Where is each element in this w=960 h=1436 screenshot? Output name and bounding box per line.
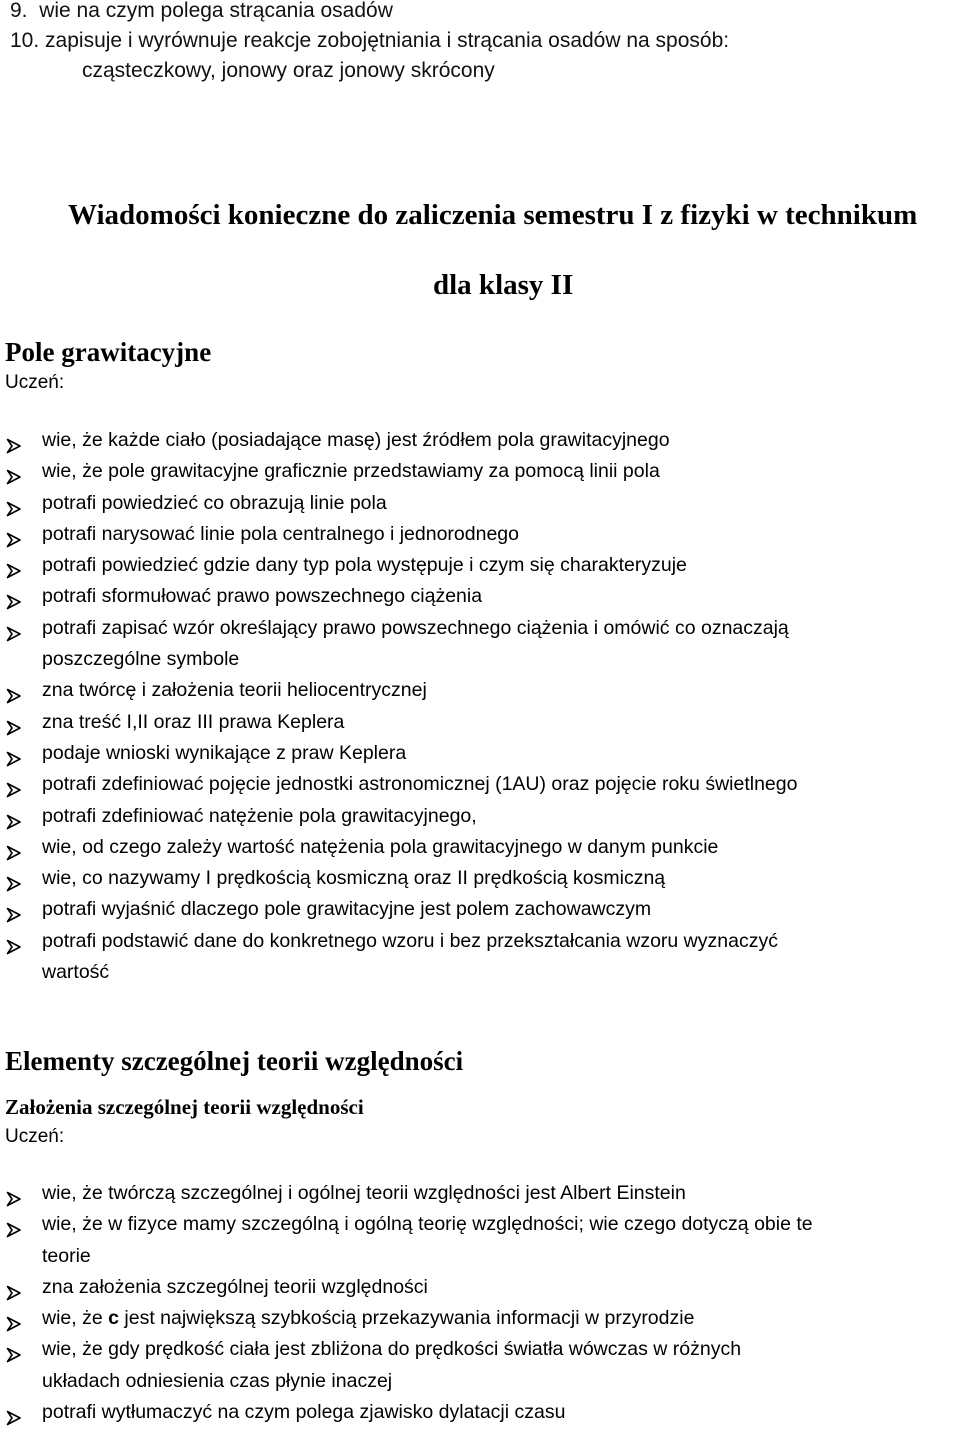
list-item-text — [42, 1303, 960, 1334]
list-item — [0, 738, 960, 769]
arrow-bullet-icon — [6, 1186, 22, 1202]
list-text: wie na czym polega strącania osadów — [39, 0, 393, 22]
section-heading-gravity: Pole grawitacyjne — [5, 337, 212, 367]
arrow-bullet-icon — [6, 1217, 22, 1233]
arrow-bullet-icon — [6, 621, 22, 637]
arrow-bullet-icon — [6, 1280, 22, 1296]
arrow-bullet-icon — [6, 902, 22, 918]
list-item-text: potrafi sformułować prawo powszechnego ciążenia — [42, 585, 483, 608]
list-item-text: wie, że w fizyce mamy szczególną i ogólną teorię względności; wie czego dotyczą obie te — [42, 1213, 813, 1236]
list-item-text: wie, że pole grawitacyjne graficznie przedstawiamy za pomocą linii pola — [42, 460, 660, 483]
arrow-bullet-icon — [6, 433, 22, 449]
top-list-item-10-continued — [82, 56, 495, 86]
list-item — [0, 1303, 960, 1334]
list-item-text: podaje wnioski wynikające z praw Keplera — [42, 741, 407, 764]
list-item — [0, 519, 960, 550]
arrow-bullet-icon — [6, 777, 22, 793]
list-item-text: wartość — [42, 961, 110, 984]
list-item — [0, 863, 960, 894]
student-label: Uczeń: — [5, 372, 65, 393]
list-item — [0, 707, 960, 738]
list-item-text: potrafi zdefiniować natężenie pola grawitacyjnego, — [42, 804, 477, 827]
list-item-text: układach odniesienia czas płynie inaczej — [42, 1369, 393, 1392]
list-item — [0, 1334, 960, 1397]
list-item-text: potrafi powiedzieć gdzie dany typ pola występuje i czym się charakteryzuje — [42, 554, 687, 577]
document-title: Wiadomości konieczne do zaliczenia semestru I z fizyki w technikum — [68, 199, 918, 231]
arrow-bullet-icon — [6, 589, 22, 605]
list-item-text: wie, że każde ciało (posiadające masę) jest źródłem pola grawitacyjnego — [42, 429, 670, 451]
list-item-text: wie, od czego zależy wartość natężenia pola grawitacyjnego w danym punkcie — [42, 835, 719, 858]
list-item — [0, 675, 960, 706]
arrow-bullet-icon — [6, 496, 22, 512]
arrow-bullet-icon — [6, 934, 22, 950]
list-text: zapisuje i wyrównuje reakcje zobojętniania i strącania osadów na sposób: — [45, 29, 730, 52]
arrow-bullet-icon — [6, 683, 22, 699]
list-item-text: potrafi zapisać wzór określający prawo powszechnego ciążenia i omówić co oznaczają — [42, 616, 789, 639]
document-subtitle: dla klasy II — [433, 269, 574, 301]
student-label: Uczeń: — [5, 1126, 65, 1147]
list-item-text: zna twórcę i założenia teorii heliocentrycznej — [42, 679, 427, 702]
arrow-bullet-icon — [6, 715, 22, 731]
list-item — [0, 769, 960, 800]
arrow-bullet-icon — [6, 840, 22, 856]
list-item — [0, 1397, 960, 1428]
list-item — [0, 1178, 960, 1209]
list-number: 9. — [10, 0, 28, 22]
arrow-bullet-icon — [6, 1405, 22, 1421]
subsection-heading-relativity-assumptions: Założenia szczególnej teorii względności — [5, 1095, 364, 1119]
list-item — [0, 1272, 960, 1303]
list-text: cząsteczkowy, jonowy oraz jonowy skrócony — [82, 59, 495, 82]
arrow-bullet-icon — [6, 464, 22, 480]
list-item — [0, 894, 960, 925]
list-item-text: potrafi wytłumaczyć na czym polega zjawisko dylatacji czasu — [42, 1401, 566, 1424]
arrow-bullet-icon — [6, 871, 22, 887]
top-list-item-10 — [10, 26, 729, 56]
list-item-text: zna treść I,II oraz III prawa Keplera — [42, 710, 345, 733]
arrow-bullet-icon — [6, 809, 22, 825]
gravity-requirements-list — [0, 425, 960, 988]
list-item-text: potrafi zdefiniować pojęcie jednostki astronomicznej (1AU) oraz pojęcie roku świetlnego — [42, 773, 798, 796]
relativity-requirements-list — [0, 1178, 960, 1428]
list-item — [0, 926, 960, 989]
list-item — [0, 425, 960, 456]
list-item-text: potrafi podstawić dane do konkretnego wzoru i bez przekształcania wzoru wyznaczyć — [42, 929, 778, 952]
arrow-bullet-icon — [6, 558, 22, 574]
arrow-bullet-icon — [6, 1311, 22, 1327]
list-item-text: potrafi powiedzieć co obrazują linie pola — [42, 491, 387, 514]
arrow-bullet-icon — [6, 527, 22, 543]
list-item-text: teorie — [42, 1244, 91, 1267]
list-item-text: potrafi narysować linie pola centralnego i jednorodnego — [42, 522, 519, 545]
top-list-item-9 — [10, 0, 393, 26]
list-item-text: wie, że gdy prędkość ciała jest zbliżona do prędkości światła wówczas w różnych — [42, 1338, 742, 1361]
list-item-text: wie, że twórczą szczególnej i ogólnej teorii względności jest Albert Einstein — [42, 1182, 686, 1204]
list-item — [0, 832, 960, 863]
list-item — [0, 581, 960, 612]
list-item — [0, 550, 960, 581]
list-item-text: poszczególne symbole — [42, 648, 240, 671]
list-item-text: wie, co nazywamy I prędkością kosmiczną oraz II prędkością kosmiczną — [42, 867, 666, 890]
list-item — [0, 1209, 960, 1272]
text-segment: jest największą szybkością przekazywania informacji w przyrodzie — [118, 1307, 695, 1330]
text-segment: wie, że — [42, 1307, 109, 1330]
list-item — [0, 488, 960, 519]
list-item — [0, 801, 960, 832]
arrow-bullet-icon — [6, 746, 22, 762]
section-heading-relativity: Elementy szczególnej teorii względności — [5, 1046, 464, 1076]
list-item — [0, 613, 960, 676]
list-item-text: potrafi wyjaśnić dlaczego pole grawitacyjne jest polem zachowawczym — [42, 898, 652, 921]
list-number: 10. — [10, 29, 40, 52]
arrow-bullet-icon — [6, 1342, 22, 1358]
speed-of-light-symbol: c — [108, 1307, 119, 1330]
list-item — [0, 456, 960, 487]
list-item-text: zna założenia szczególnej teorii względności — [42, 1275, 428, 1298]
